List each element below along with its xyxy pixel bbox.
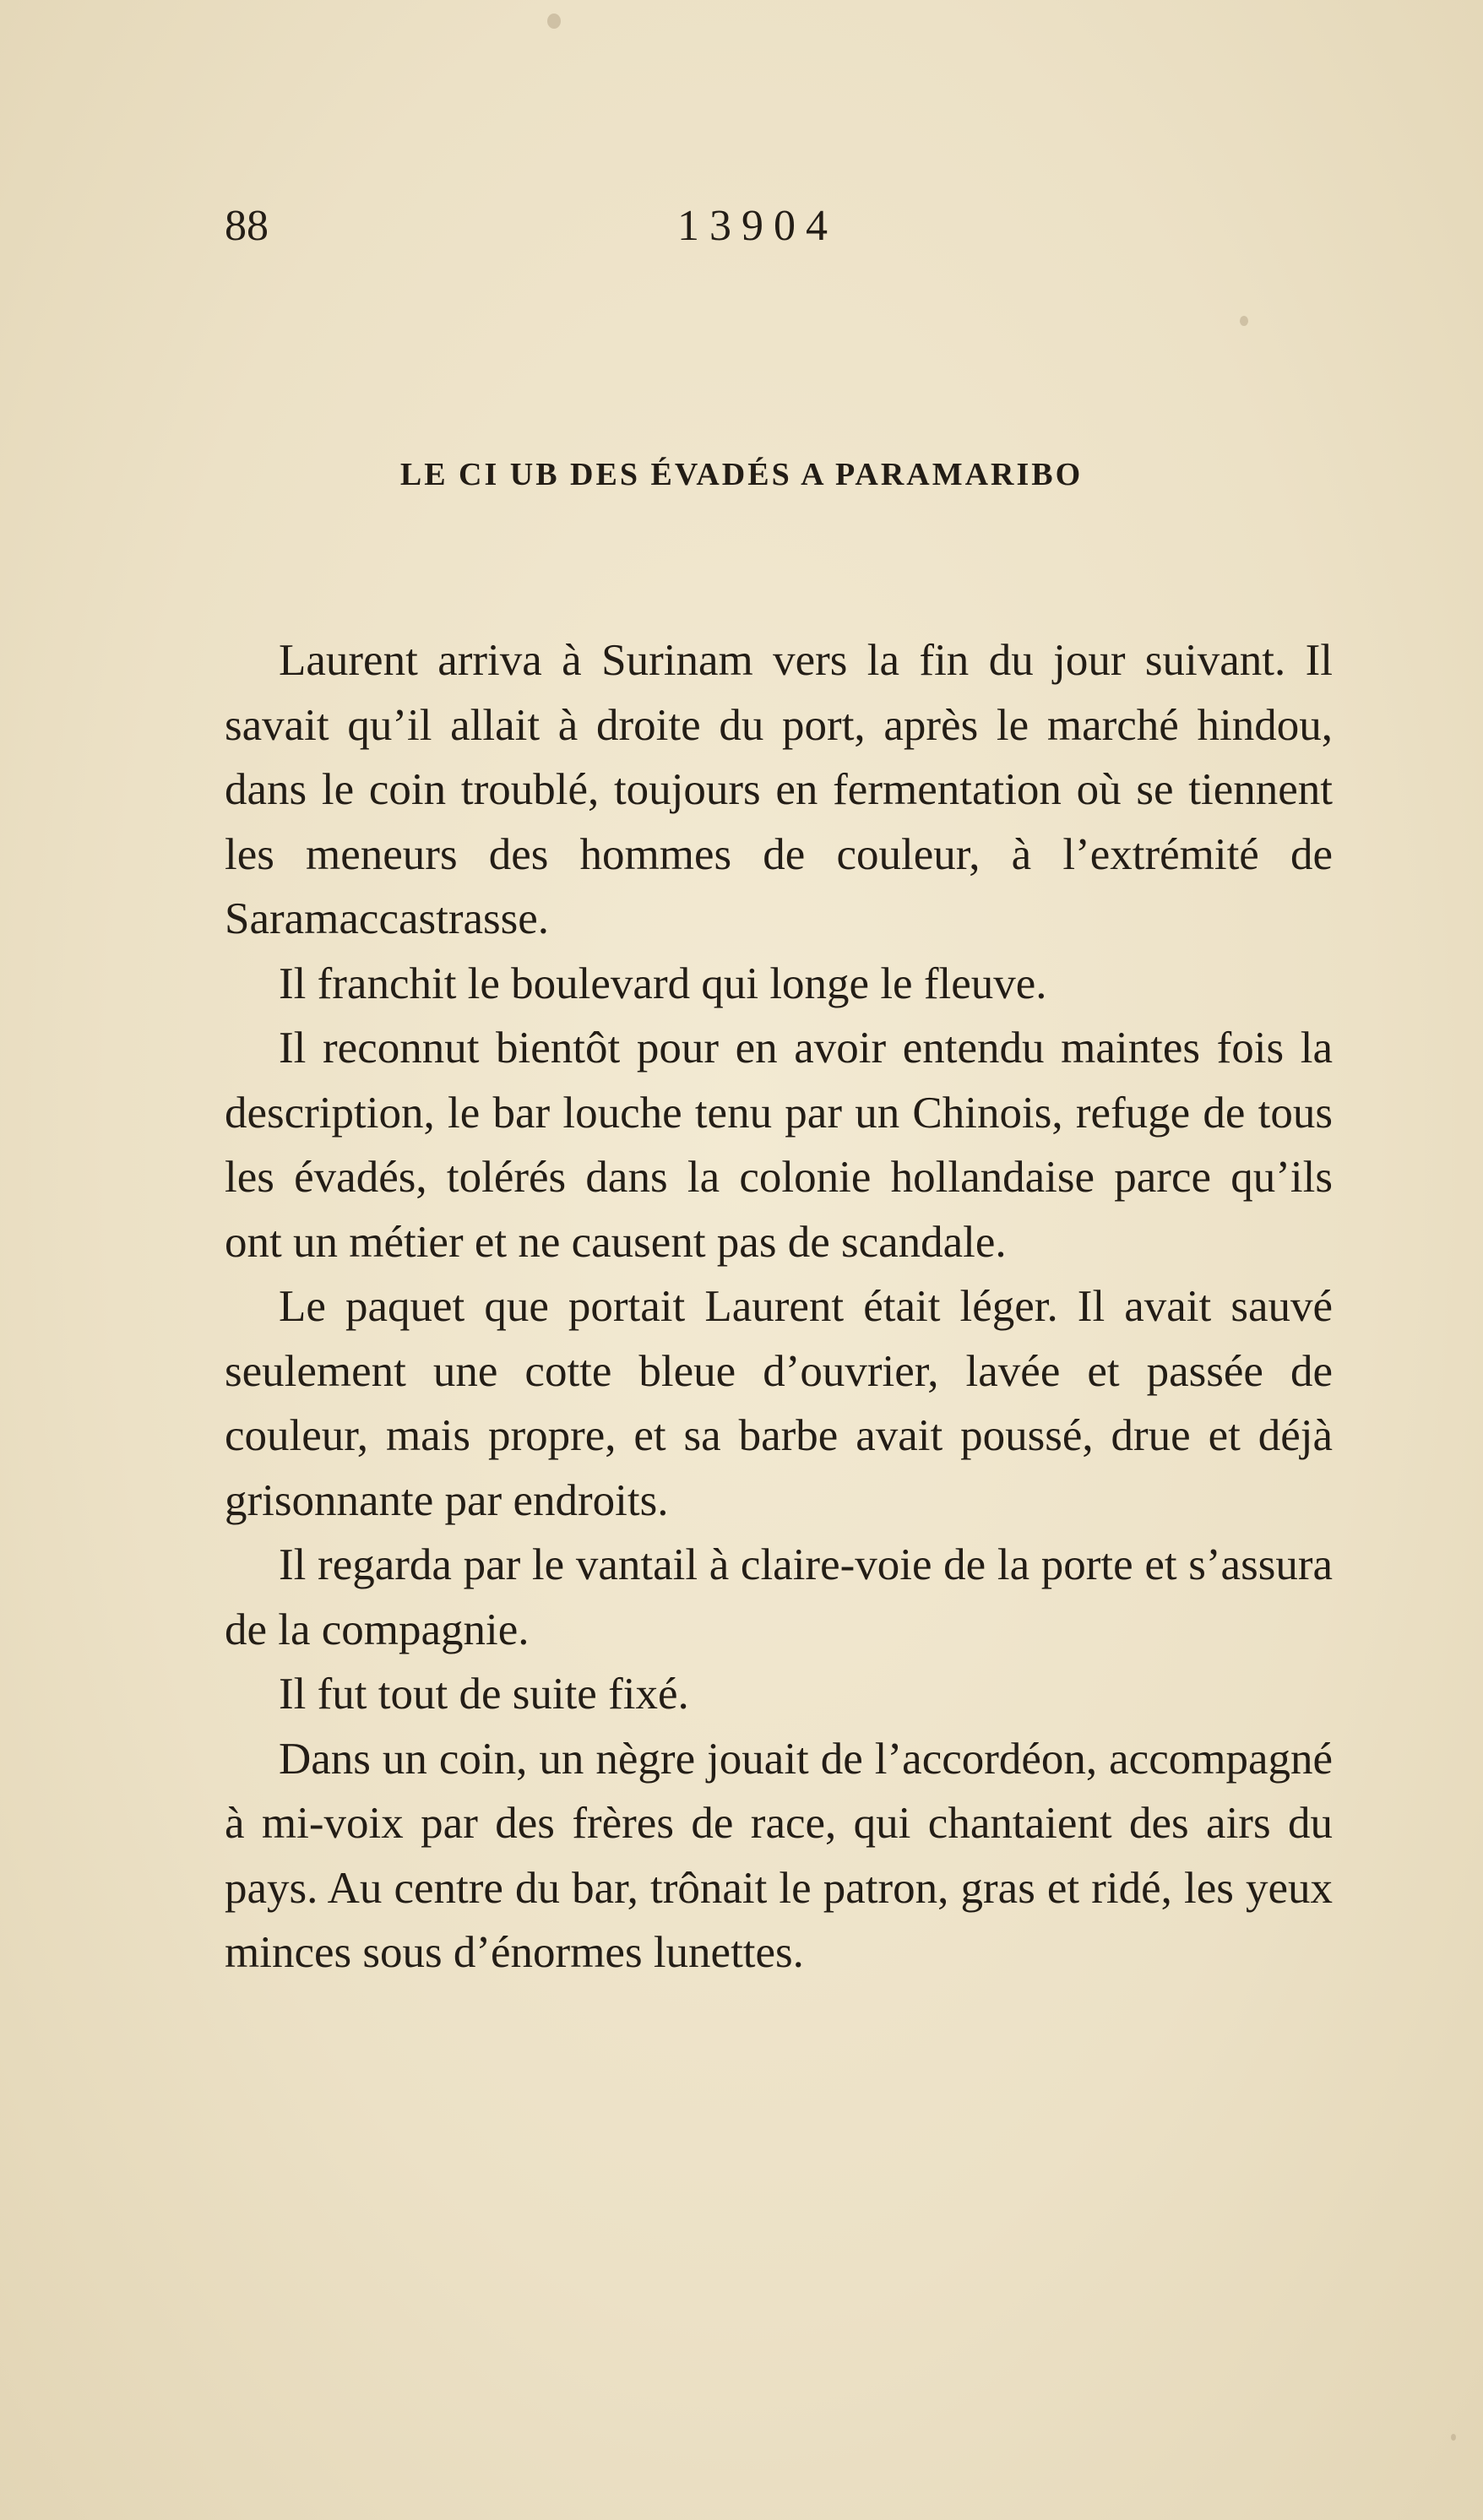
running-title: 13904 [677, 202, 838, 250]
paragraph: Le paquet que portait Laurent était léger. Il avait sauvé seulement une cotte bleue d’ouvrier, lavée et passée de couleur, mais propre, et sa barbe avait poussé, drue et déjà grisonnante par endroits. [225, 1282, 1333, 1525]
body-text [225, 628, 1333, 1985]
paper-speck [1240, 316, 1248, 326]
paragraph: Dans un coin, un nègre jouait de l’accordéon, accompagné à mi-voix par des frères de race, qui chantaient des airs du pays. Au centre du bar, trônait le patron, gras et ridé, les yeux minces sous d’énormes lunettes. [225, 1734, 1333, 1977]
page-number: 88 [225, 202, 269, 250]
paper-speck [547, 14, 561, 29]
chapter-title: LE CI UB DES ÉVADÉS A PARAMARIBO [399, 457, 1084, 492]
paragraph: Il franchit le boulevard qui longe le fleuve. [279, 959, 1047, 1008]
paragraph: Il fut tout de suite fixé. [279, 1670, 689, 1719]
paragraph: Il reconnut bientôt pour en avoir entendu maintes fois la description, le bar louche tenu par un Chinois, refuge de tous les évadés, tolérés dans la colonie hollandaise parce qu’ils ont un métier et ne causent pas de scandale. [225, 1024, 1333, 1267]
paragraph: Il regarda par le vantail à claire-voie de la porte et s’assura de la compagnie. [225, 1540, 1333, 1654]
paper-speck [1451, 2434, 1456, 2441]
paragraph: Laurent arriva à Surinam vers la fin du jour suivant. Il savait qu’il allait à droite du port, après le marché hindou, dans le coin troublé, toujours en fermentation où se tiennent les meneurs des hommes de couleur, à l’extrémité de Saramaccastrasse. [225, 636, 1333, 943]
page-header [225, 193, 1331, 260]
